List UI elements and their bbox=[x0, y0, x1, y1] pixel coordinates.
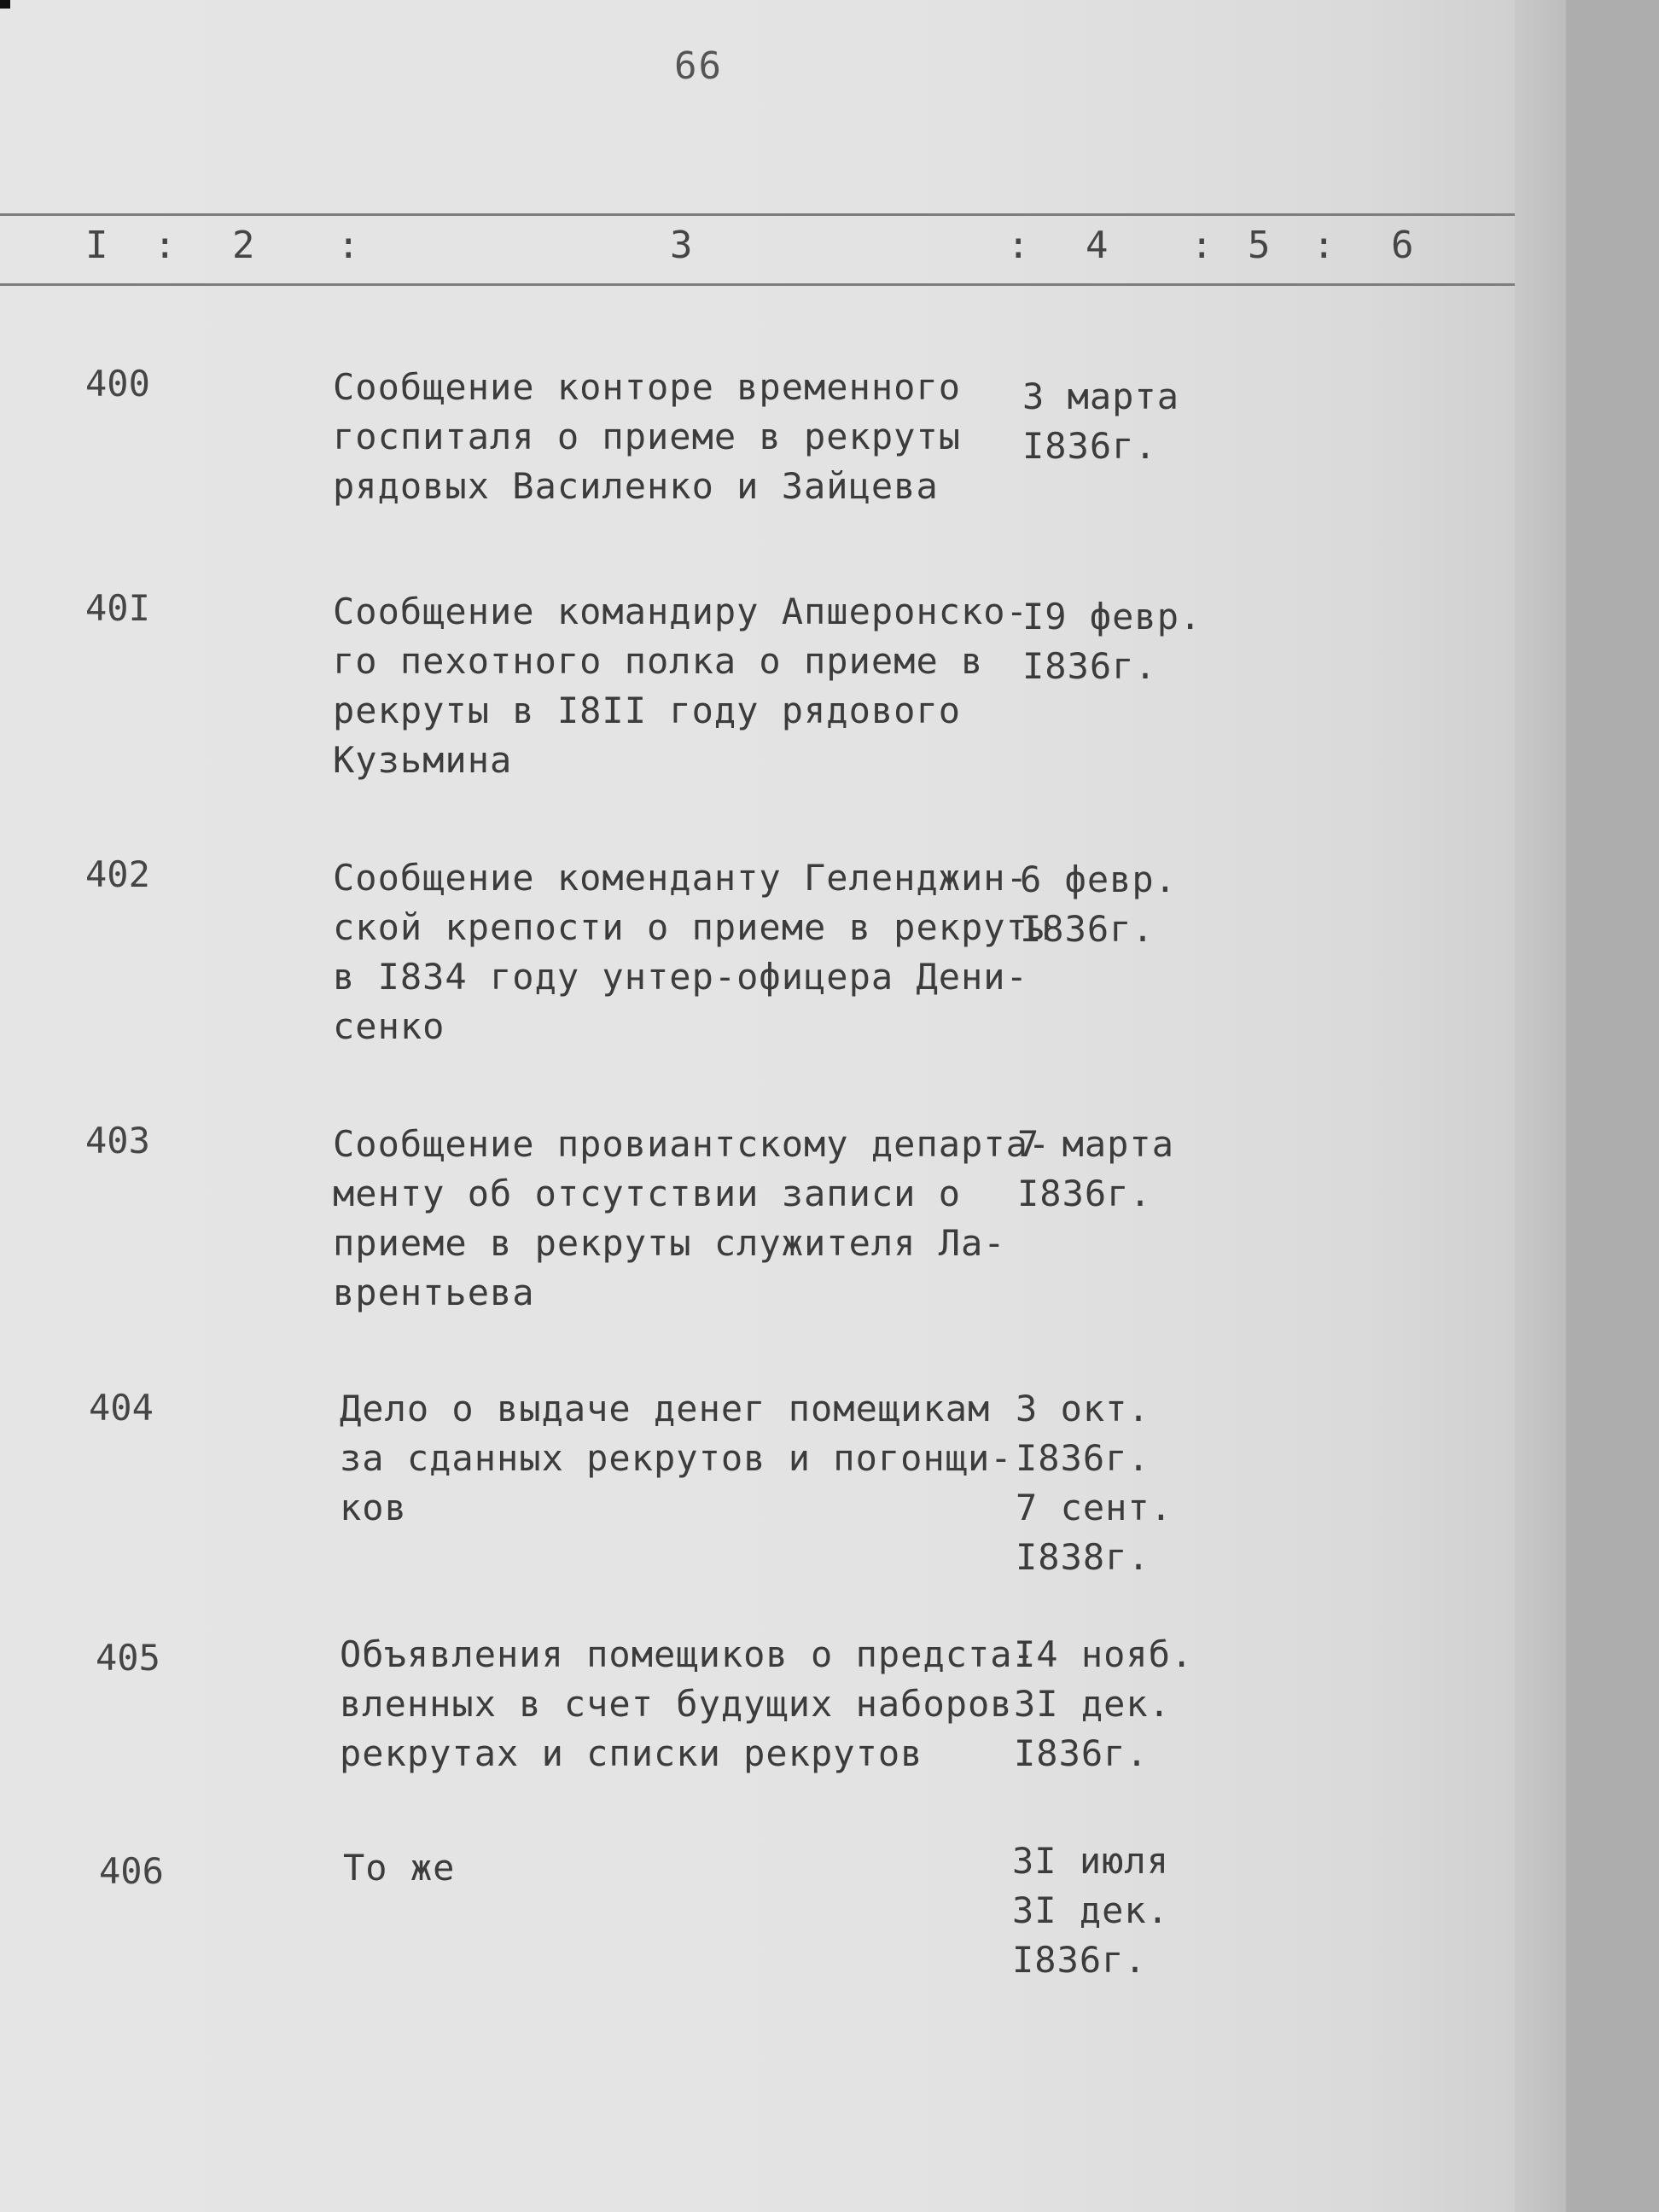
description-line: ской крепости о приеме в рекруты bbox=[333, 906, 1051, 948]
column-separator: : bbox=[1007, 224, 1030, 267]
page-number: 66 bbox=[674, 44, 723, 88]
date-line: I836г. bbox=[1014, 1732, 1149, 1774]
date-line: 6 февр. bbox=[1020, 859, 1178, 900]
column-separator: : bbox=[337, 224, 360, 267]
entry-description bbox=[333, 853, 1051, 1051]
date-line: I9 февр. bbox=[1022, 596, 1202, 637]
column-separator: : bbox=[1190, 224, 1214, 267]
entry-description bbox=[333, 363, 1016, 511]
description-line: за сданных рекрутов и погонщи- bbox=[340, 1437, 1013, 1479]
column-header-2: 2 bbox=[232, 224, 255, 267]
column-header-3: 3 bbox=[670, 224, 693, 267]
date-line: I836г. bbox=[1012, 1939, 1147, 1981]
entry-number: 406 bbox=[99, 1850, 164, 1892]
description-line: ков bbox=[340, 1487, 407, 1528]
description-line: врентьева bbox=[333, 1272, 535, 1313]
entry-number: 400 bbox=[85, 363, 150, 405]
date-line: I836г. bbox=[1022, 645, 1157, 687]
entry-description bbox=[333, 1120, 1051, 1318]
column-header-6: 6 bbox=[1391, 224, 1414, 267]
description-line: го пехотного полка о приеме в bbox=[333, 640, 984, 682]
entry-date bbox=[1017, 1120, 1222, 1219]
entry-date bbox=[1022, 592, 1227, 691]
description-line: приеме в рекруты служителя Ла- bbox=[333, 1222, 1006, 1264]
entry-description bbox=[343, 1843, 1026, 1893]
column-separator: : bbox=[1313, 224, 1336, 267]
date-line: 7 сент. bbox=[1016, 1487, 1173, 1528]
date-line: I836г. bbox=[1016, 1437, 1150, 1479]
date-line: I838г. bbox=[1016, 1536, 1150, 1578]
date-line: 3I июля bbox=[1012, 1840, 1170, 1882]
entry-description bbox=[340, 1384, 1022, 1533]
entry-description bbox=[333, 587, 1028, 785]
background-strip bbox=[1566, 0, 1659, 2212]
entry-description bbox=[340, 1630, 1035, 1778]
entry-number: 403 bbox=[85, 1120, 150, 1161]
date-line: 3 марта bbox=[1022, 375, 1180, 417]
date-line: I4 нояб. bbox=[1014, 1633, 1194, 1675]
date-line: 3 окт. bbox=[1016, 1388, 1150, 1429]
description-line: Кузьмина bbox=[333, 739, 513, 781]
page-edge-shadow bbox=[1515, 0, 1566, 2212]
description-line: госпиталя о приеме в рекруты bbox=[333, 416, 962, 457]
description-line: Сообщение конторе временного bbox=[333, 366, 962, 408]
entry-date bbox=[1020, 855, 1225, 954]
description-line: рекруты в I8II году рядового bbox=[333, 690, 962, 731]
entry-number: 402 bbox=[85, 853, 150, 895]
header-bottom-rule bbox=[0, 283, 1515, 286]
entry-date bbox=[1012, 1837, 1217, 1985]
date-line: 3I дек. bbox=[1014, 1683, 1172, 1725]
column-header-4: 4 bbox=[1086, 224, 1109, 267]
entry-number: 40I bbox=[85, 587, 150, 629]
description-line: сенко bbox=[333, 1005, 445, 1047]
description-line: Объявления помещиков о предста- bbox=[340, 1633, 1035, 1675]
entry-number: 405 bbox=[96, 1637, 160, 1679]
entry-date bbox=[1022, 372, 1227, 471]
description-line: рекрутах и списки рекрутов bbox=[340, 1732, 923, 1774]
description-line: менту об отсутствии записи о bbox=[333, 1173, 962, 1214]
corner-mark bbox=[0, 0, 10, 9]
entry-date bbox=[1016, 1384, 1220, 1582]
description-line: рядовых Василенко и Зайцева bbox=[333, 465, 939, 507]
date-line: I836г. bbox=[1022, 425, 1157, 467]
entry-date bbox=[1014, 1630, 1219, 1778]
description-line: Сообщение провиантскому департа- bbox=[333, 1123, 1051, 1165]
date-line: I836г. bbox=[1020, 908, 1155, 950]
date-line: 7 марта bbox=[1017, 1123, 1175, 1165]
header-top-rule bbox=[0, 213, 1515, 216]
column-header-5: 5 bbox=[1248, 224, 1271, 267]
column-separator: : bbox=[154, 224, 177, 267]
description-line: вленных в счет будущих наборов bbox=[340, 1683, 1013, 1725]
description-line: Сообщение командиру Апшеронско- bbox=[333, 591, 1028, 632]
description-line: То же bbox=[343, 1847, 456, 1889]
description-line: Сообщение коменданту Геленджин- bbox=[333, 857, 1028, 899]
column-header-1: I bbox=[85, 224, 108, 267]
description-line: Дело о выдаче денег помещикам bbox=[340, 1388, 991, 1429]
date-line: I836г. bbox=[1017, 1173, 1152, 1214]
date-line: 3I дек. bbox=[1012, 1889, 1170, 1931]
description-line: в I834 году унтер-офицера Дени- bbox=[333, 956, 1028, 998]
entry-number: 404 bbox=[89, 1387, 154, 1429]
